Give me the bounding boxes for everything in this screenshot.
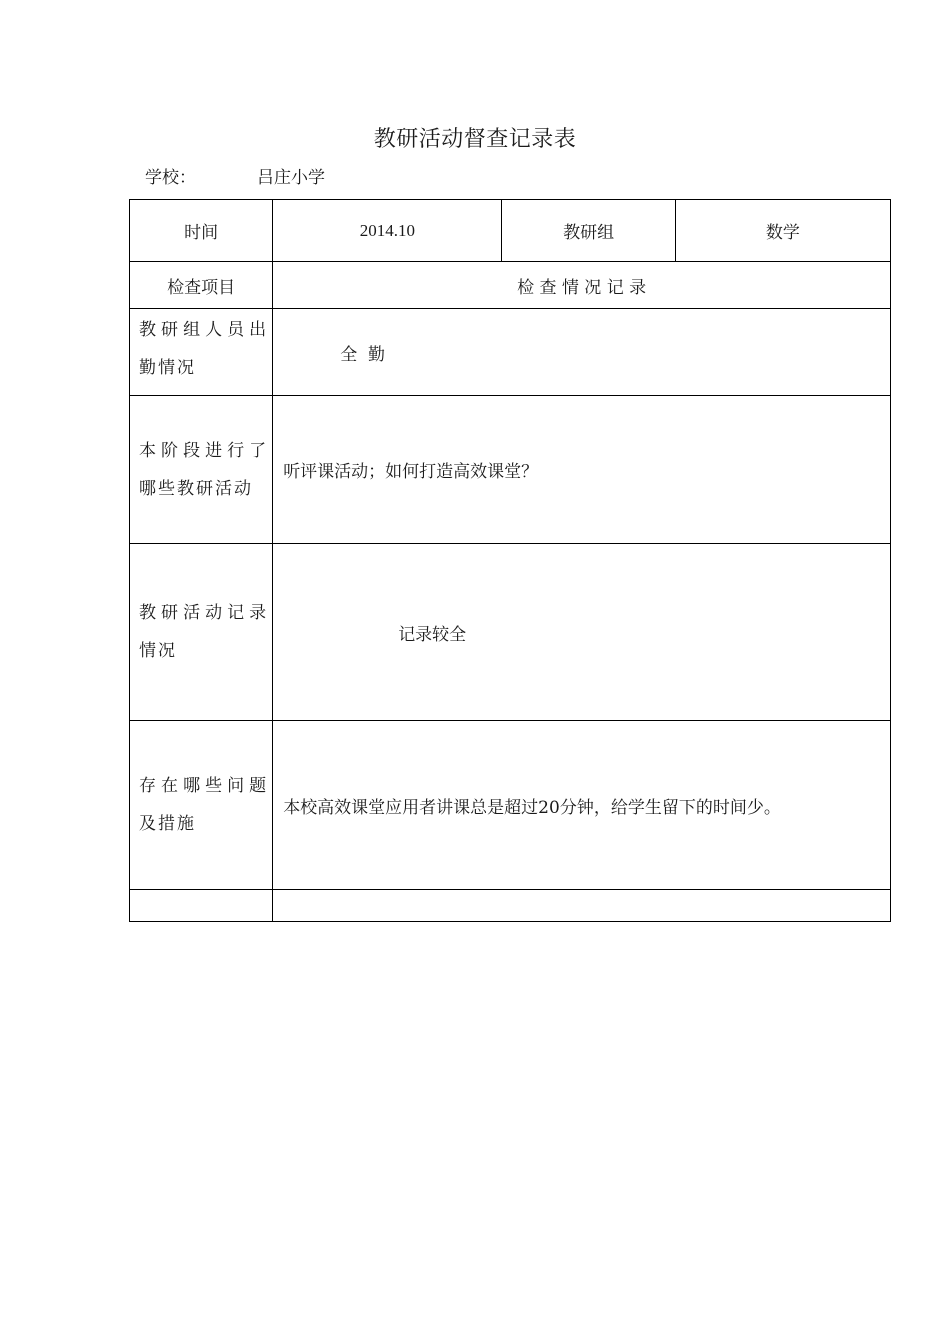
check-item-label: 检查项目 (130, 262, 273, 309)
header-row (130, 200, 891, 262)
time-label: 时间 (130, 200, 273, 262)
inspection-record-table (129, 199, 891, 922)
activities-row (130, 396, 891, 544)
check-record-label: 检 查 情 况 记 录 (273, 262, 891, 309)
attendance-label: 教研组人员出勤情况 (130, 309, 273, 396)
attendance-row (130, 309, 891, 396)
records-label: 教研活动记录情况 (130, 544, 273, 721)
school-label: 学校： (145, 168, 196, 188)
school-info (145, 163, 325, 188)
issues-label: 存在哪些问题及措施 (130, 721, 273, 890)
document-title: 教研活动督查记录表 (373, 127, 577, 152)
school-name: 吕庄小学 (257, 168, 325, 188)
records-value: 记录较全 (273, 544, 891, 721)
empty-label (130, 890, 273, 922)
records-row (130, 544, 891, 721)
issues-row (130, 721, 891, 890)
group-value: 数学 (675, 200, 890, 262)
empty-row (130, 890, 891, 922)
attendance-value: 全 勤 (273, 309, 891, 396)
section-header-row (130, 262, 891, 309)
empty-value (273, 890, 891, 922)
group-label: 教研组 (502, 200, 675, 262)
time-value: 2014.10 (273, 200, 502, 262)
activities-value: 听评课活动；如何打造高效课堂？ (273, 396, 891, 544)
activities-label: 本阶段进行了哪些教研活动 (130, 396, 273, 544)
issues-value: 本校高效课堂应用者讲课总是超过20分钟，给学生留下的时间少。 (273, 721, 891, 890)
